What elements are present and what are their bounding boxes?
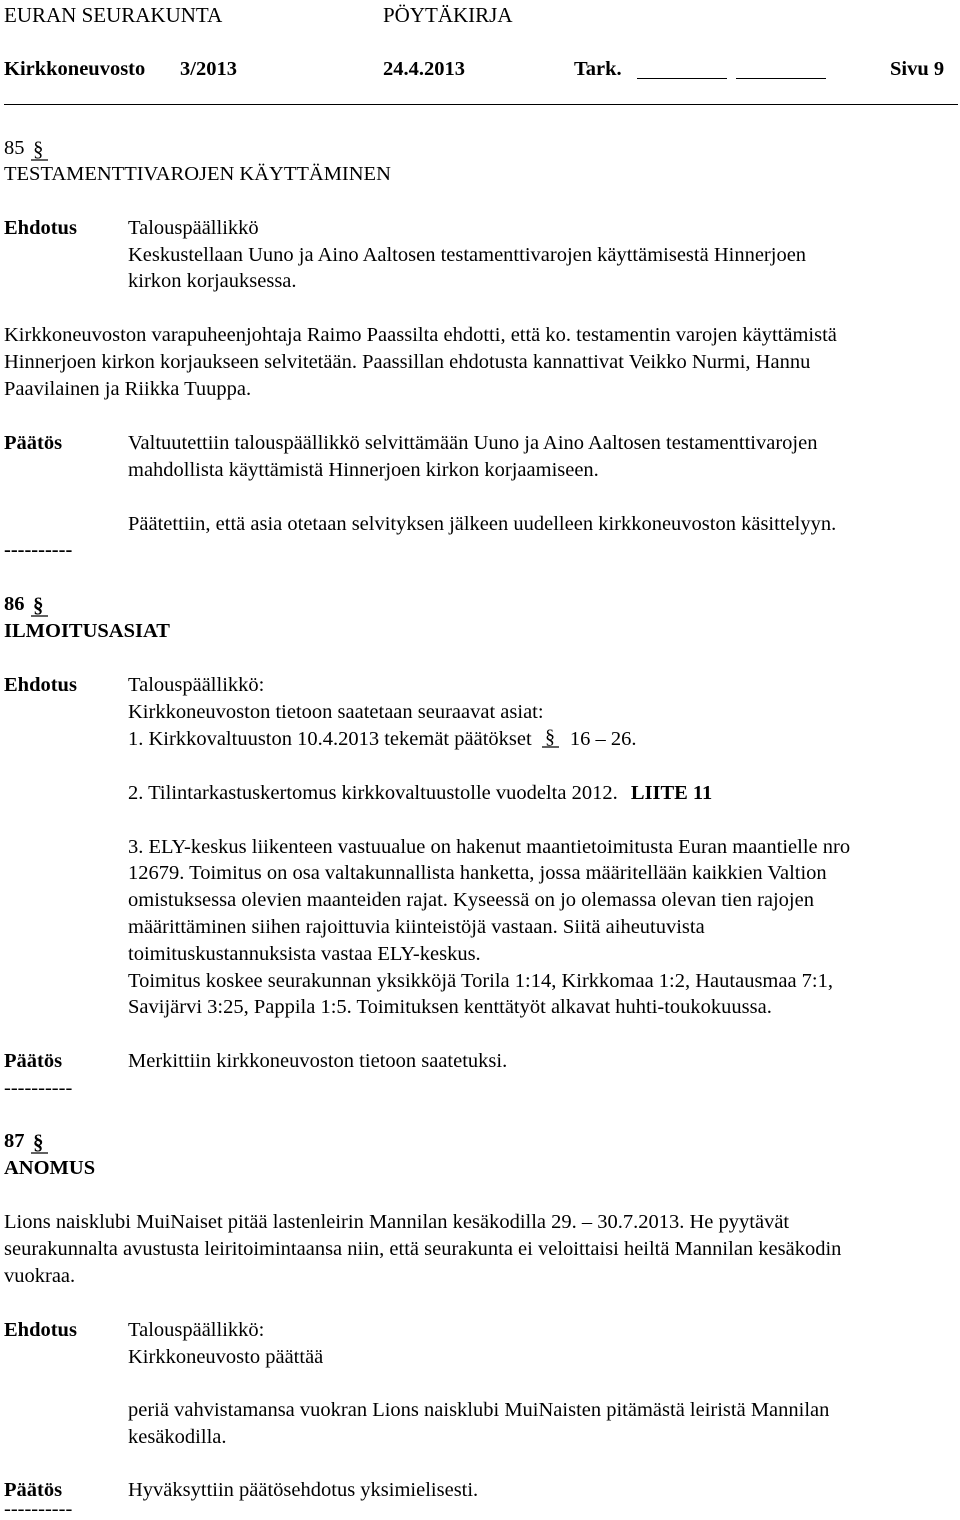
section-85-decision-line: Valtuutettiin talouspäällikkö selvittämään Uuno ja Aino Aaltosen testamenttivarojen [128,432,818,454]
section-86-proposer: Talouspäällikkö: [128,674,265,696]
section-86-item-1 [128,726,637,753]
item-1-range: 16 – 26. [569,728,637,750]
tark-signature-line-1 [637,78,727,79]
section-86-item-3-line: omistuksessa olevien maanteiden rajat. Kyseessä on jo olemassa olevan tien rajojen [128,889,814,911]
header-meeting-no: 3/2013 [180,58,237,80]
section-86-item-3-line: Savijärvi 3:25, Pappila 1:5. Toimituksen kenttätyöt alkavat huhti-toukokuussa. [128,996,772,1018]
section-87-title: ANOMUS [4,1157,96,1179]
header-rule [4,104,958,105]
section-85-number: 85 [4,137,25,159]
section-86-ehdotus-label: Ehdotus [4,674,77,696]
section-87-separator: ---------- [4,1498,73,1520]
section-86-item-2 [128,780,712,807]
section-85-decision-line: Päätettiin, että asia otetaan selvityksen jälkeen uudelleen kirkkoneuvoston käsittelyyn. [128,513,837,535]
header-meeting: Kirkkoneuvosto [4,58,146,80]
section-86-number: 86 [4,593,25,615]
section-85-decision-line: mahdollista käyttämistä Hinnerjoen kirkon korjaamiseen. [128,459,599,481]
item-2-text: 2. Tilintarkastuskertomus kirkkovaltuustolle vuodelta 2012. [128,782,618,804]
section-85-proposal-line: kirkon korjauksessa. [128,270,297,292]
section-87-ehdotus-label: Ehdotus [4,1319,77,1341]
section-87-decision: Hyväksyttiin päätösehdotus yksimielisesti. [128,1479,479,1501]
section-85-separator: ---------- [4,539,73,561]
svg-text:§: § [544,726,555,748]
header-page-label: Sivu 9 [890,58,945,80]
section-sign-icon [30,592,50,618]
section-86-separator: ---------- [4,1077,73,1099]
header-doc-type: PÖYTÄKIRJA [383,3,513,27]
section-86-intro: Kirkkoneuvoston tietoon saatetaan seuraavat asiat: [128,701,544,723]
svg-text:§: § [33,1130,44,1154]
section-sign-icon [30,136,50,162]
item-2-attachment: LIITE 11 [630,782,713,804]
section-87-intro-line: Lions naisklubi MuiNaiset pitää lastenleirin Mannilan kesäkodilla 29. – 30.7.2013. He pyytävät [4,1211,790,1233]
section-86-item-3-line: 3. ELY-keskus liikenteen vastuualue on hakenut maantietoimitusta Euran maantielle nro [128,836,851,858]
tark-signature-line-2 [736,78,826,79]
item-1-text: 1. Kirkkovaltuuston 10.4.2013 tekemät päätökset [128,728,532,750]
section-87-proposal-line: Kirkkoneuvosto päättää [128,1346,324,1368]
section-85-proposer: Talouspäällikkö [128,217,259,239]
section-87-number: 87 [4,1130,25,1152]
svg-text:§: § [33,593,44,617]
section-86-paatos-label: Päätös [4,1050,63,1072]
header-date: 24.4.2013 [383,58,465,80]
section-86-item-3-line: määrittäminen siihen rajoittuvia kiinteistöjä vastaan. Siitä aiheutuvista [128,916,705,938]
section-86-item-3-line: toimituskustannuksista vastaa ELY-keskus. [128,943,481,965]
section-86-item-3-line: Toimitus koskee seurakunnan yksikköjä Torila 1:14, Kirkkomaa 1:2, Hautausmaa 7:1, [128,970,834,992]
section-85-paatos-label: Päätös [4,432,63,454]
section-87-paatos-label: Päätös [4,1479,63,1501]
section-85-ehdotus-label: Ehdotus [4,217,77,239]
section-85-discussion-line: Hinnerjoen kirkon korjaukseen selvitetään. Paassillan ehdotusta kannattivat Veikko Nurmi, Hannu [4,351,811,373]
section-87-intro-line: seurakunnalta avustusta leiritoimintaansa niin, että seurakunta ei veloittaisi heiltä Mannilan kesäkodin [4,1238,842,1260]
section-85-discussion-line: Kirkkoneuvoston varapuheenjohtaja Raimo Paassilta ehdotti, että ko. testamentin varojen käyttämistä [4,324,837,346]
section-85-discussion-line: Paavilainen ja Riikka Tuuppa. [4,378,252,400]
section-87-proposal-line: periä vahvistamansa vuokran Lions naisklubi MuiNaisten pitämästä leiristä Mannilan [128,1399,830,1421]
header-org: EURAN SEURAKUNTA [4,3,223,27]
section-86-title: ILMOITUSASIAT [4,620,170,642]
section-87-proposer: Talouspäällikkö: [128,1319,265,1341]
svg-text:§: § [33,137,44,161]
double-section-sign-icon [541,726,561,746]
section-85-proposal-line: Keskustellaan Uuno ja Aino Aaltosen testamenttivarojen käyttämisestä Hinnerjoen [128,244,807,266]
section-86-decision: Merkittiin kirkkoneuvoston tietoon saatetuksi. [128,1050,508,1072]
header-tark-label: Tark. [574,58,622,80]
section-87-proposal-line: kesäkodilla. [128,1426,227,1448]
section-85-title: TESTAMENTTIVAROJEN KÄYTTÄMINEN [4,163,391,185]
section-sign-icon [30,1129,50,1155]
section-86-item-3-line: 12679. Toimitus on osa valtakunnallista hanketta, jossa määritellään kaikkien Valtion [128,862,827,884]
section-87-intro-line: vuokraa. [4,1265,76,1287]
